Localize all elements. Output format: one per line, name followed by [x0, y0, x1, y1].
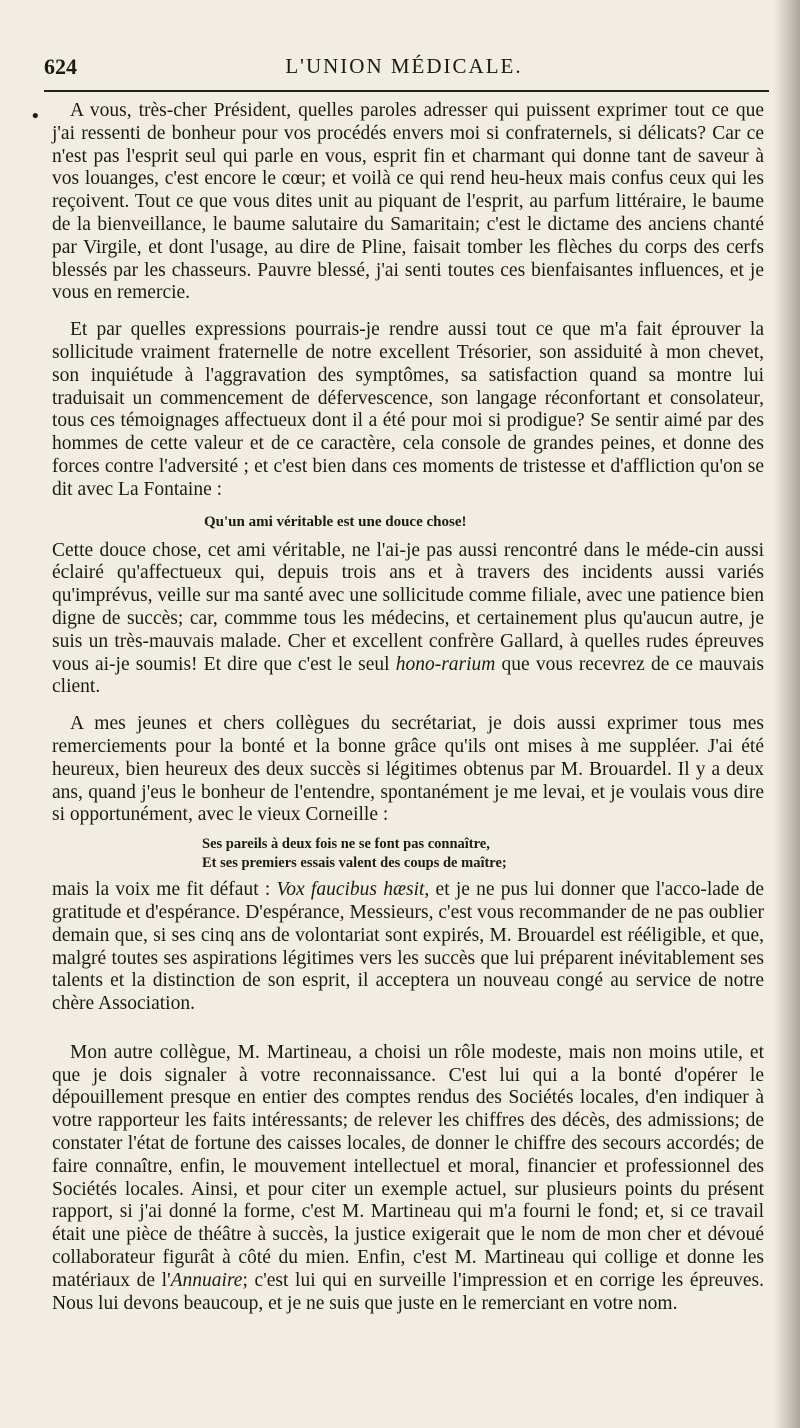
paragraph-gallard-text: Cette douce chose, cet ami véritable, ne l'ai-je pas aussi rencontré dans le méde-cin aussi éclairé qu'affectueux qui, depuis trois ans et à travers des incidents aussi variés qu'imprévus, veille sur ma santé avec une sollicitude comme filiale, avec une patience bien digne de succès; car, commme tous les médecins, et certainement plus qu'aucun autre, je suis un très-mauvais malade. Cher et excellent confrère Gallard, à quelles rudes épreuves vous ai-je soumis! Et dire que c'est le seul: [52, 539, 764, 675]
header-rule: [44, 90, 769, 92]
quote-corneille: [202, 835, 764, 873]
margin-bullet-mark: •: [30, 106, 41, 127]
paragraph-gallard-text-end: que vous recevrez de ce mauvais client.: [52, 653, 764, 698]
body-text: [52, 100, 764, 1315]
paragraph-gallard-italic: hono-rarium: [395, 653, 496, 675]
paragraph-brouardel-italic: Vox faucibus hæsit: [276, 879, 425, 901]
paragraph-martineau-text-end: ; c'est lui qui en surveille l'impression et en corrige les épreuves. Nous lui devons beaucoup, et je ne suis que juste en le remerciant en votre nom.: [52, 1269, 764, 1314]
quote-corneille-line-2: Et ses premiers essais valent des coups de maître;: [202, 855, 507, 872]
paragraph-martineau: [52, 1042, 764, 1316]
paragraph-tresorier: Et par quelles expressions pourrais-je rendre aussi tout ce que m'a fait éprouver la sollicitude vraiment fraternelle de notre excellent Trésorier, son assiduité à mon chevet, son inquiétude à l'aggravation des symptômes, sa satisfaction quand sa montre lui traduisait un commencement de défervescence, son langage réconfortant et consolateur, tous ces témoignages affectueux dont il a été pour moi si prodigue? Se sentir aimé par des hommes de cette valeur et de ce caractère, cela console de grandes peines, et donne des forces contre l'adversité ; et c'est bien dans ces moments de tristesse et d'affliction qu'on se dit avec La Fontaine :: [52, 319, 764, 500]
paragraph-gallard: [52, 540, 764, 700]
paragraph-martineau-italic: Annuaire: [170, 1269, 243, 1291]
paragraph-brouardel: [52, 879, 764, 1016]
paragraph-martineau-text: Mon autre collègue, M. Martineau, a choisi un rôle modeste, mais non moins utile, et que je dois signaler à votre reconnaissance. C'est lui qui a la bonté d'opérer le dépouillement presque en entier des comptes rendus des Sociétés locales, d'en indiquer à votre rapporteur les faits intéressants; de relever les chiffres des décès, des admissions; de constater l'état de fortune des caisses locales, de donner le chiffre des secours accordés; de faire connaître, enfin, le mouvement intellectuel et moral, financier et professionnel des Sociétés locales. Ainsi, et pour citer un exemple actuel, sur plusieurs points du présent rapport, si j'ai donné la forme, c'est M. Martineau qui m'a fourni le fond; et, si ce travail était une pièce de théâtre à succès, la justice exigerait que le nom de mon cher et dévoué collaborateur figurât à côté du mien. Enfin, c'est M. Martineau qui collige et donne les matériaux de l': [52, 1041, 764, 1291]
paragraph-president: A vous, très-cher Président, quelles paroles adresser qui puissent exprimer tout ce que j'ai ressenti de bonheur pour vos procédés envers moi si confraternels, si délicats? Car ce n'est pas l'esprit seul qui parle en vous, esprit fin et charmant qui donne tant de saveur à vos louanges, c'est encore le cœur; et voilà ce qui rend heu-heux mais confus ceux qui les reçoivent. Tout ce que vous dites unit au piquant de l'esprit, au parfum littéraire, le baume de la bienveillance, le baume salutaire du Samaritain; c'est le dictame des anciens chanté par Virgile, et dont l'usage, au dire de Pline, faisait tomber les flèches du corps des cerfs blessés par les chasseurs. Pauvre blessé, j'ai senti toutes ces bienfaisantes influences, et je vous en remercie.: [52, 100, 764, 304]
running-head: L'UNION MÉDICALE.: [285, 54, 523, 78]
page-number: 624: [44, 54, 77, 79]
page-edge-shadow: [774, 0, 800, 1428]
paragraph-brouardel-text: mais la voix me fit défaut :: [52, 879, 277, 901]
quote-la-fontaine: Qu'un ami véritable est une douce chose!: [204, 513, 467, 530]
paragraph-brouardel-text-end: , et je ne pus lui donner que l'acco-lade de gratitude et d'espérance. D'espérance, Messieurs, c'est vous recommander de ne pas oublier demain que, si ses cinq ans de volontariat sont expirés, M. Brouardel est rééligible, et que, malgré toutes ses aspirations légitimes vers les succès que lui préparent inévitablement ses talents et la distinction de son esprit, il acceptera un nouveau congé au service de notre chère Association.: [52, 879, 764, 1015]
page-header: [44, 54, 764, 90]
paragraph-secretariat: A mes jeunes et chers collègues du secrétariat, je dois aussi exprimer tous mes remerciements pour la bonté et la bonne grâce qu'ils ont mises à me suppléer. J'ai été heureux, bien heureux des deux succès si légitimes obtenus par M. Brouardel. Il y a deux ans, quand j'eus le bonheur de l'entendre, spontanément je me levai, et je voulais vous dire si opportunément, avec le vieux Corneille :: [52, 713, 764, 826]
quote-corneille-line-1: Ses pareils à deux fois ne se font pas connaître,: [202, 836, 490, 853]
